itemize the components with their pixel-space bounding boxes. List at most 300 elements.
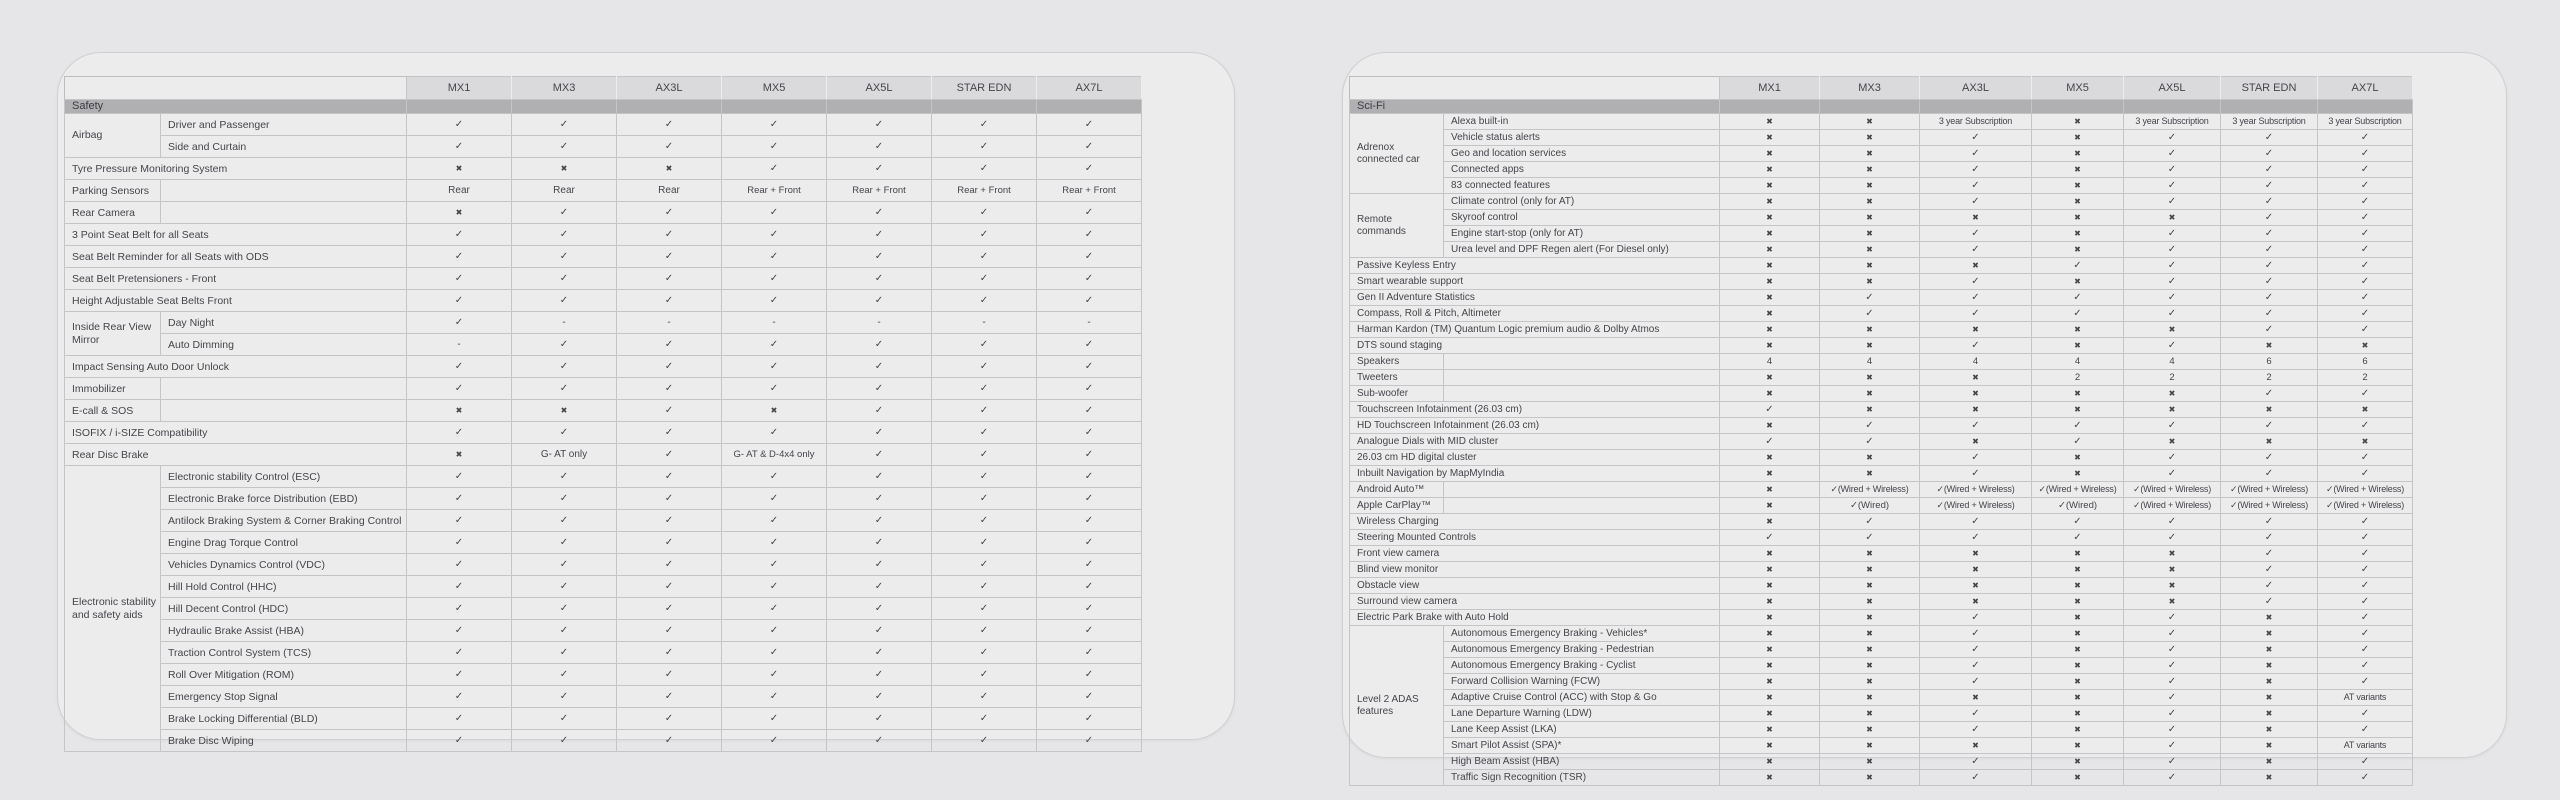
check-icon: ✓ (2360, 292, 2370, 303)
feature-label: Autonomous Emergency Braking - Vehicles* (1444, 626, 1720, 642)
check-icon: ✓ (2264, 132, 2274, 143)
cross-icon: ✖ (1766, 245, 1773, 254)
feature-label: Traffic Sign Recognition (TSR) (1444, 770, 1720, 786)
feature-value-cell (827, 400, 932, 422)
feature-value-cell (2032, 770, 2124, 786)
check-icon: ✓ (979, 713, 989, 724)
feature-value-cell (1920, 162, 2032, 178)
check-icon: ✓ (454, 471, 464, 482)
feature-value-cell (1820, 546, 1920, 562)
feature-row (65, 686, 1142, 708)
cross-icon: ✖ (2265, 693, 2273, 702)
feature-label: Smart Pilot Assist (SPA)* (1444, 738, 1720, 754)
feature-value-cell (1820, 146, 1920, 162)
check-icon: ✓ (559, 119, 569, 130)
check-icon: ✓ (664, 449, 674, 460)
check-icon: ✓ (664, 471, 674, 482)
feature-value-cell (2318, 178, 2413, 194)
feature-value-cell (827, 642, 932, 664)
check-icon: ✓ (874, 141, 884, 152)
feature-value-cell (2032, 242, 2124, 258)
feature-value-cell (512, 510, 617, 532)
feature-value-cell (932, 246, 1037, 268)
feature-value-cell (512, 378, 617, 400)
check-icon: ✓ (2360, 276, 2370, 287)
check-icon: ✓ (2360, 132, 2370, 143)
cross-icon: ✖ (2074, 181, 2081, 190)
check-icon: ✓ (1084, 537, 1094, 548)
cross-icon: ✖ (2074, 661, 2081, 670)
feature-label: Antilock Braking System & Corner Braking Control (161, 510, 407, 532)
dash: - (457, 339, 461, 350)
feature-row (1350, 482, 2413, 498)
feature-label: Height Adjustable Seat Belts Front (65, 290, 407, 312)
check-icon: ✓ (1971, 276, 1980, 287)
check-icon: ✓ (874, 581, 884, 592)
section-bar-cell (2124, 100, 2221, 114)
feature-label: Inbuilt Navigation by MapMyIndia (1350, 466, 1720, 482)
feature-label: Steering Mounted Controls (1350, 530, 1720, 546)
check-icon: ✓ (559, 581, 569, 592)
value-text: ✓(Wired + Wireless) (1936, 484, 2015, 494)
cross-icon: ✖ (1766, 117, 1773, 126)
check-icon: ✓ (1084, 625, 1094, 636)
feature-value-cell (1037, 268, 1142, 290)
feature-value-cell (1820, 418, 1920, 434)
value-text: 3 year Subscription (2135, 116, 2209, 126)
feature-label: Tyre Pressure Monitoring System (65, 158, 407, 180)
check-icon: ✓ (2264, 596, 2274, 607)
feature-value-cell (2221, 594, 2318, 610)
feature-label: Immobilizer (65, 378, 161, 400)
feature-row (1350, 738, 2413, 754)
feature-value-cell (407, 576, 512, 598)
check-icon: ✓ (979, 625, 989, 636)
check-icon: ✓ (2360, 516, 2370, 527)
check-icon: ✓ (979, 295, 989, 306)
cross-icon: ✖ (1766, 581, 1773, 590)
cross-icon: ✖ (1866, 117, 1873, 126)
feature-value-cell (1820, 514, 1920, 530)
feature-value-cell (2032, 642, 2124, 658)
feature-value-cell (1720, 146, 1820, 162)
feature-value-cell (1720, 530, 1820, 546)
feature-value-cell (827, 136, 932, 158)
check-icon: ✓ (979, 339, 989, 350)
feature-row (1350, 114, 2413, 130)
feature-value-cell (1920, 578, 2032, 594)
feature-value-cell (2124, 226, 2221, 242)
check-icon: ✓ (1971, 148, 1980, 159)
check-icon: ✓ (559, 383, 569, 394)
check-icon: ✓ (874, 493, 884, 504)
cross-icon: ✖ (1972, 373, 1979, 382)
check-icon: ✓ (664, 581, 674, 592)
feature-value-cell (1920, 274, 2032, 290)
feature-value-cell (617, 246, 722, 268)
check-icon: ✓ (2360, 196, 2370, 207)
feature-value-cell (2124, 434, 2221, 450)
feature-value-cell (2318, 434, 2413, 450)
check-icon: ✓ (769, 361, 779, 372)
check-icon: ✓ (1971, 756, 1980, 767)
feature-value-cell (932, 664, 1037, 686)
feature-value-cell (2318, 226, 2413, 242)
feature-label: Gen II Adventure Statistics (1350, 290, 1720, 306)
feature-value-cell (2221, 178, 2318, 194)
feature-value-cell (827, 268, 932, 290)
cross-icon: ✖ (2074, 213, 2081, 222)
check-icon: ✓ (2167, 532, 2177, 543)
check-icon: ✓ (769, 537, 779, 548)
check-icon: ✓ (454, 317, 464, 328)
cross-icon: ✖ (2265, 437, 2273, 446)
feature-value-cell (2318, 594, 2413, 610)
feature-value-cell (2032, 546, 2124, 562)
feature-value-cell (2221, 754, 2318, 770)
cross-icon: ✖ (1866, 389, 1873, 398)
check-icon: ✓ (454, 273, 464, 284)
feature-row (65, 114, 1142, 136)
feature-value-cell (2124, 594, 2221, 610)
value-text: ✓(Wired + Wireless) (1830, 484, 1909, 494)
cross-icon: ✖ (1866, 597, 1873, 606)
check-icon: ✓ (1084, 383, 1094, 394)
feature-value-cell (2124, 210, 2221, 226)
feature-value-cell (2124, 482, 2221, 498)
check-icon: ✓ (559, 273, 569, 284)
check-icon: ✓ (1971, 196, 1980, 207)
check-icon: ✓ (2167, 276, 2177, 287)
feature-value-cell (932, 202, 1037, 224)
feature-row (65, 136, 1142, 158)
check-icon: ✓ (2167, 772, 2177, 783)
feature-value-cell (2032, 306, 2124, 322)
check-icon: ✓ (664, 229, 674, 240)
check-icon: ✓ (769, 295, 779, 306)
feature-label: Seat Belt Reminder for all Seats with ODS (65, 246, 407, 268)
feature-value-cell (2124, 194, 2221, 210)
feature-row (65, 532, 1142, 554)
check-icon: ✓ (2073, 516, 2082, 527)
cross-icon: ✖ (2074, 149, 2081, 158)
cross-icon: ✖ (1972, 213, 1979, 222)
check-icon: ✓ (874, 229, 884, 240)
cross-icon: ✖ (1866, 549, 1873, 558)
feature-value-cell (2032, 178, 2124, 194)
feature-value-cell (722, 730, 827, 752)
feature-value-cell (1720, 274, 1820, 290)
feature-value-cell (1920, 546, 2032, 562)
feature-value-cell (512, 642, 617, 664)
check-icon: ✓ (1084, 581, 1094, 592)
check-icon: ✓ (1971, 244, 1980, 255)
check-icon: ✓ (454, 735, 464, 746)
cross-icon: ✖ (1766, 757, 1773, 766)
cross-icon: ✖ (1866, 741, 1873, 750)
feature-value-cell (2032, 498, 2124, 514)
feature-value-cell (2124, 178, 2221, 194)
feature-value-cell (2318, 146, 2413, 162)
feature-value-cell (2032, 322, 2124, 338)
cross-icon: ✖ (2074, 117, 2081, 126)
feature-value-cell (1037, 444, 1142, 466)
feature-value-cell (407, 202, 512, 224)
variant-column-header: AX7L (2318, 77, 2413, 100)
cross-icon: ✖ (1766, 229, 1773, 238)
feature-row (1350, 226, 2413, 242)
feature-row (65, 180, 1142, 202)
cross-icon: ✖ (770, 406, 778, 415)
check-icon: ✓ (769, 603, 779, 614)
check-icon: ✓ (2264, 388, 2274, 399)
cross-icon: ✖ (1866, 405, 1873, 414)
check-icon: ✓ (1971, 308, 1980, 319)
cross-icon: ✖ (1766, 213, 1773, 222)
feature-value-cell (2124, 530, 2221, 546)
feature-value-cell (2032, 386, 2124, 402)
cross-icon: ✖ (1766, 133, 1773, 142)
feature-value-cell (1720, 498, 1820, 514)
feature-value-cell (1920, 178, 2032, 194)
feature-value-cell (1820, 370, 1920, 386)
feature-value-cell (512, 554, 617, 576)
feature-label: Autonomous Emergency Braking - Cyclist (1444, 658, 1720, 674)
feature-value-cell (2318, 402, 2413, 418)
feature-value-cell (2318, 210, 2413, 226)
feature-value-cell (2032, 418, 2124, 434)
feature-value-cell (932, 400, 1037, 422)
feature-value-cell (2318, 322, 2413, 338)
cross-icon: ✖ (2074, 245, 2081, 254)
feature-value-cell (932, 576, 1037, 598)
feature-value-cell (932, 180, 1037, 202)
feature-value-cell (2032, 162, 2124, 178)
feature-row (1350, 418, 2413, 434)
feature-label: Forward Collision Warning (FCW) (1444, 674, 1720, 690)
cross-icon: ✖ (2168, 325, 2176, 334)
feature-row (65, 730, 1142, 752)
check-icon: ✓ (1971, 628, 1980, 639)
feature-value-cell (2124, 402, 2221, 418)
feature-value-cell (1820, 210, 1920, 226)
check-icon: ✓ (874, 691, 884, 702)
feature-value-cell (2032, 562, 2124, 578)
feature-label: Engine start-stop (only for AT) (1444, 226, 1720, 242)
feature-label: Harman Kardon (TM) Quantum Logic premium audio & Dolby Atmos (1350, 322, 1720, 338)
check-icon: ✓ (1765, 404, 1774, 415)
check-icon: ✓ (2360, 676, 2370, 687)
check-icon: ✓ (1084, 229, 1094, 240)
cross-icon: ✖ (455, 208, 463, 217)
value-text: G- AT only (540, 449, 588, 460)
value-text: 4 (2169, 356, 2175, 367)
feature-value-cell (617, 158, 722, 180)
cross-icon: ✖ (2074, 389, 2081, 398)
feature-label: E-call & SOS (65, 400, 161, 422)
value-text: AT variants (2343, 740, 2387, 750)
feature-value-cell (722, 598, 827, 620)
feature-value-cell (1920, 210, 2032, 226)
check-icon: ✓ (1084, 493, 1094, 504)
feature-value-cell (2221, 514, 2318, 530)
variant-column-header: MX3 (512, 77, 617, 100)
feature-value-cell (2318, 770, 2413, 786)
feature-value-cell (2124, 658, 2221, 674)
feature-value-cell (932, 356, 1037, 378)
feature-value-cell (2221, 530, 2318, 546)
feature-value-cell (2221, 482, 2318, 498)
feature-value-cell (512, 246, 617, 268)
sci-fi-table (1349, 76, 2413, 786)
value-text: ✓(Wired + Wireless) (2230, 484, 2308, 494)
feature-value-cell (2318, 530, 2413, 546)
feature-value-cell (2221, 562, 2318, 578)
feature-value-cell (512, 290, 617, 312)
feature-group-label: Airbag (65, 114, 161, 158)
section-bar-cell (2032, 100, 2124, 114)
cross-icon: ✖ (1766, 629, 1773, 638)
check-icon: ✓ (2360, 628, 2370, 639)
feature-value-cell (1720, 610, 1820, 626)
feature-value-cell (1820, 658, 1920, 674)
feature-label: Speakers (1350, 354, 1444, 370)
check-icon: ✓ (559, 515, 569, 526)
check-icon: ✓ (559, 251, 569, 262)
feature-value-cell (2032, 482, 2124, 498)
check-icon: ✓ (2360, 324, 2370, 335)
feature-value-cell (512, 532, 617, 554)
section-bar-cell (407, 100, 512, 114)
feature-value-cell (2124, 690, 2221, 706)
check-icon: ✓ (1084, 251, 1094, 262)
feature-value-cell (827, 620, 932, 642)
feature-value-cell (1037, 356, 1142, 378)
variant-column-header: MX3 (1820, 77, 1920, 100)
section-bar-cell (1820, 100, 1920, 114)
feature-row (65, 466, 1142, 488)
cross-icon: ✖ (1766, 485, 1773, 494)
check-icon: ✓ (559, 361, 569, 372)
value-text: ✓(Wired + Wireless) (2133, 500, 2211, 510)
feature-label: Hill Decent Control (HDC) (161, 598, 407, 620)
section-header-row (1350, 100, 2413, 114)
feature-value-cell (617, 576, 722, 598)
feature-value-cell (2318, 610, 2413, 626)
feature-value-cell (1920, 466, 2032, 482)
check-icon: ✓ (1084, 295, 1094, 306)
empty-cell (161, 180, 407, 202)
cross-icon: ✖ (2168, 389, 2176, 398)
check-icon: ✓ (2264, 564, 2274, 575)
check-icon: ✓ (979, 449, 989, 460)
feature-value-cell (2221, 370, 2318, 386)
feature-value-cell (722, 444, 827, 466)
feature-value-cell (512, 356, 617, 378)
feature-value-cell (1920, 322, 2032, 338)
cross-icon: ✖ (1972, 693, 1979, 702)
feature-value-cell (1037, 466, 1142, 488)
feature-label: Surround view camera (1350, 594, 1720, 610)
feature-value-cell (1720, 466, 1820, 482)
feature-value-cell (722, 620, 827, 642)
feature-value-cell (1820, 242, 1920, 258)
feature-value-cell (1820, 338, 1920, 354)
feature-value-cell (1720, 514, 1820, 530)
feature-value-cell (407, 620, 512, 642)
cross-icon: ✖ (1866, 469, 1873, 478)
feature-value-cell (617, 356, 722, 378)
check-icon: ✓ (2360, 468, 2370, 479)
feature-value-cell (1720, 722, 1820, 738)
cross-icon: ✖ (1766, 325, 1773, 334)
feature-value-cell (932, 422, 1037, 444)
check-icon: ✓ (559, 559, 569, 570)
feature-value-cell (2124, 450, 2221, 466)
check-icon: ✓ (454, 427, 464, 438)
feature-value-cell (1920, 722, 2032, 738)
feature-value-cell (2124, 722, 2221, 738)
feature-value-cell (2124, 258, 2221, 274)
value-text: Rear + Front (747, 185, 801, 196)
feature-value-cell (512, 400, 617, 422)
check-icon: ✓ (664, 713, 674, 724)
check-icon: ✓ (2167, 228, 2177, 239)
cross-icon: ✖ (665, 164, 673, 173)
feature-label: Emergency Stop Signal (161, 686, 407, 708)
check-icon: ✓ (979, 537, 989, 548)
value-text: G- AT & D-4x4 only (733, 449, 815, 460)
feature-value-cell (1920, 594, 2032, 610)
feature-value-cell (2032, 466, 2124, 482)
cross-icon: ✖ (1766, 149, 1773, 158)
check-icon: ✓ (769, 669, 779, 680)
feature-row (1350, 130, 2413, 146)
feature-row (1350, 642, 2413, 658)
cross-icon: ✖ (1866, 197, 1873, 206)
feature-value-cell (932, 268, 1037, 290)
feature-value-cell (407, 246, 512, 268)
feature-value-cell (2221, 498, 2318, 514)
feature-label: Lane Departure Warning (LDW) (1444, 706, 1720, 722)
feature-value-cell (2221, 626, 2318, 642)
cross-icon: ✖ (1766, 773, 1773, 782)
feature-value-cell (1720, 690, 1820, 706)
check-icon: ✓ (1971, 772, 1980, 783)
feature-value-cell (407, 180, 512, 202)
feature-value-cell (2124, 418, 2221, 434)
feature-value-cell (512, 114, 617, 136)
check-icon: ✓ (559, 493, 569, 504)
value-text: ✓(Wired + Wireless) (2038, 484, 2117, 494)
feature-value-cell (1720, 386, 1820, 402)
feature-value-cell (1920, 754, 2032, 770)
cross-icon: ✖ (1766, 501, 1773, 510)
cross-icon: ✖ (2265, 341, 2273, 350)
feature-value-cell (1920, 626, 2032, 642)
feature-value-cell (827, 664, 932, 686)
feature-label: Adaptive Cruise Control (ACC) with Stop & Go (1444, 690, 1720, 706)
cross-icon: ✖ (1766, 549, 1773, 558)
check-icon: ✓ (979, 735, 989, 746)
feature-row (65, 158, 1142, 180)
feature-value-cell (2124, 562, 2221, 578)
feature-value-cell (2318, 258, 2413, 274)
feature-value-cell (2032, 434, 2124, 450)
check-icon: ✓ (454, 361, 464, 372)
feature-row (1350, 194, 2413, 210)
feature-value-cell (2221, 546, 2318, 562)
